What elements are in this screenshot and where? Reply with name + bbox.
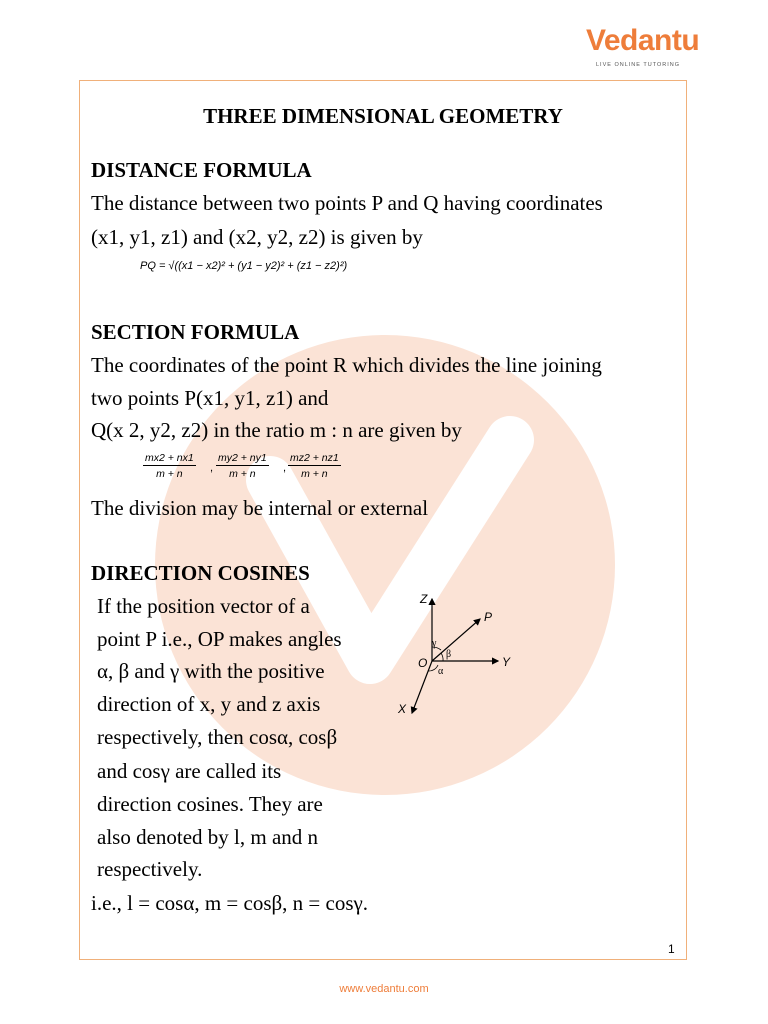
fraction-x-numerator: mx2 + nx1 [145,452,194,464]
section-fraction-z [288,452,341,480]
cosines-line: direction of x, y and z axis [97,692,321,716]
section-note: The division may be internal or external [91,496,429,520]
direction-cosines-diagram [390,585,530,725]
section-fraction-y [216,452,269,480]
op-vector [432,619,480,661]
cosines-heading: DIRECTION COSINES [91,561,310,585]
logo-brand: Vedantu [586,24,700,57]
distance-line-1: The distance between two points P and Q having coordinates [91,191,603,215]
cosines-line: direction cosines. They are [97,792,323,816]
cosines-line: point P i.e., OP makes angles [97,627,342,651]
gamma-label: γ [432,638,437,649]
footer-link[interactable]: www.vedantu.com [339,983,429,995]
cosines-line: If the position vector of a [97,594,310,618]
fraction-separator: , [283,462,287,474]
page-number: 1 [668,942,675,956]
cosines-line: α, β and γ with the positive [97,659,325,683]
z-axis-label: Z [420,592,428,606]
fraction-x-denominator: m + n [156,468,183,480]
fraction-z-denominator: m + n [301,468,328,480]
section-line-2: two points P(x1, y1, z1) and [91,386,329,410]
section-heading: SECTION FORMULA [91,320,300,344]
beta-arc [441,653,443,661]
point-p-label: P [484,610,493,624]
fraction-separator: , [210,462,214,474]
y-axis-label: Y [502,655,511,669]
origin-label: O [418,656,428,670]
fraction-z-numerator: mz2 + nz1 [290,452,339,464]
distance-heading: DISTANCE FORMULA [91,158,312,182]
fraction-y-numerator: my2 + ny1 [218,452,267,464]
cosines-result: i.e., l = cosα, m = cosβ, n = cosγ. [91,891,369,915]
alpha-label: α [438,666,444,677]
cosines-line: and cosγ are called its [97,759,282,783]
distance-formula: PQ = √((x1 − x2)² + (y1 − y2)² + (z1 − z2)²) [140,260,348,272]
cosines-line: also denoted by l, m and n [97,825,319,849]
vedantu-logo [586,24,700,72]
section-fraction-x [143,452,196,480]
cosines-line: respectively. [97,857,203,881]
fraction-y-denominator: m + n [229,468,256,480]
logo-tagline: LIVE ONLINE TUTORING [596,62,680,68]
distance-line-2: (x1, y1, z1) and (x2, y2, z2) is given by [91,225,423,249]
x-axis-label: X [398,702,407,716]
cosines-line: respectively, then cosα, cosβ [97,725,338,749]
beta-label: β [446,649,452,660]
page-title: THREE DIMENSIONAL GEOMETRY [203,104,563,128]
section-line-3: Q(x 2, y2, z2) in the ratio m : n are given by [91,418,462,442]
section-line-1: The coordinates of the point R which divides the line joining [91,353,602,377]
